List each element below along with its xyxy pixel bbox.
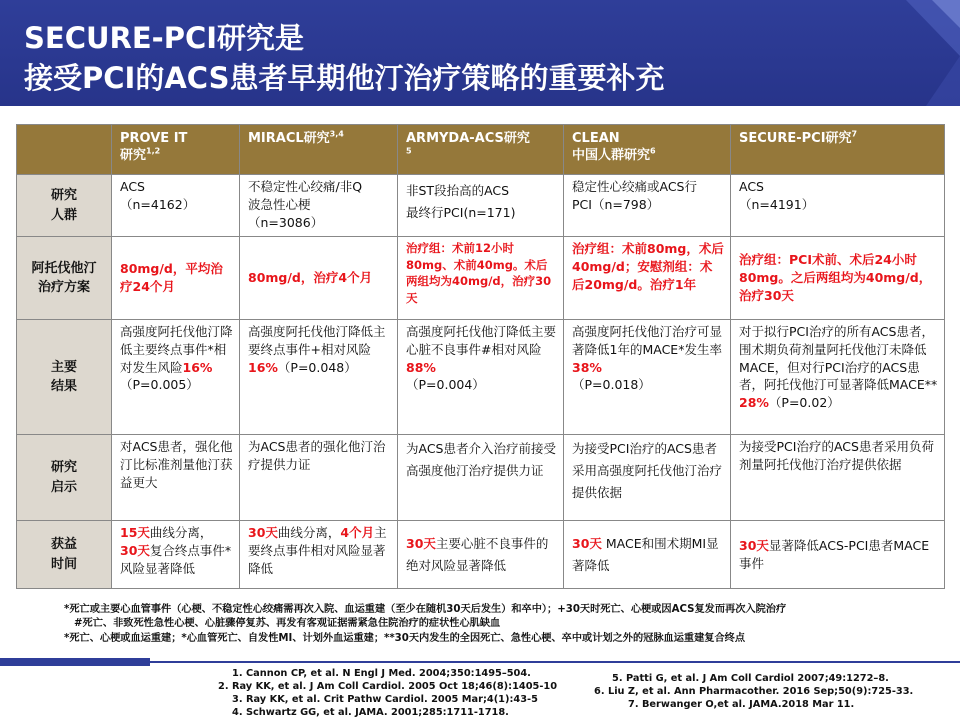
reference-1: 1. Cannon CP, et al. N Engl J Med. 2004;350:1495–504. [232, 668, 531, 679]
row-header-regimen: 阿托伐他汀 治疗方案 [17, 237, 112, 320]
cell-regimen-1: 80mg/d，治疗4个月 [240, 237, 398, 320]
column-header-prove-it: PROVE IT 研究$^{1,2}$ [112, 125, 240, 175]
cell-regimen-0: 80mg/d，平均治疗24个月 [112, 237, 240, 320]
header-corner [17, 125, 112, 175]
reference-2: 2. Ray KK, et al. J Am Coll Cardiol. 2005 Oct 18;46(8):1405-10 [218, 681, 558, 692]
column-header-miracl: MIRACL研究$^{3,4}$ [240, 125, 398, 175]
table-row-population [17, 175, 945, 237]
corner-decoration-icon [886, 0, 960, 106]
row-header-implications: 研究 启示 [17, 435, 112, 521]
cell-population-3: 稳定性心绞痛或ACS行 PCI（n=798） [564, 175, 731, 237]
table-row-benefit [17, 521, 945, 589]
column-header-secure-pci: SECURE-PCI研究$^7$ [731, 125, 945, 175]
divider-bar-thick [0, 658, 150, 666]
cell-implications-0: 对ACS患者，强化他汀比标准剂量他汀获益更大 [112, 435, 240, 521]
column-header-clean: CLEAN 中国人群研究$^6$ [564, 125, 731, 175]
table-row-regimen [17, 237, 945, 320]
cell-results-1: 高强度阿托伐他汀降低主要终点事件+相对风险 16%（P=0.048） [240, 320, 398, 435]
reference-5: 5. Patti G, et al. J Am Coll Cardiol 2007;49:1272–8. [612, 673, 889, 684]
cell-population-4: ACS （n=4191） [731, 175, 945, 237]
cell-results-3: 高强度阿托伐他汀治疗可显著降低1年的MACE*发生率38% （P=0.018） [564, 320, 731, 435]
row-header-population: 研究 人群 [17, 175, 112, 237]
table-row-results [17, 320, 945, 435]
footnote-2: #死亡、非致死性急性心梗、心脏骤停复苏、再发有客观证据需紧急住院治疗的症状性心肌缺血 [74, 618, 501, 630]
divider-bar [0, 658, 960, 666]
cell-results-4: 对于拟行PCI治疗的所有ACS患者，围术期负荷剂量阿托伐他汀未降低MACE，但对行PCI治疗的ACS患者，阿托伐他汀可显著降低MACE** 28%（P=0.02） [731, 320, 945, 435]
table-header-row [17, 125, 945, 175]
reference-3: 3. Ray KK, et al. Crit Pathw Cardiol. 2005 Mar;4(1):43-5 [232, 694, 538, 705]
cell-population-0: ACS （n=4162） [112, 175, 240, 237]
cell-results-0: 高强度阿托伐他汀降低主要终点事件*相对发生风险16% （P=0.005） [112, 320, 240, 435]
cell-implications-1: 为ACS患者的强化他汀治疗提供力证 [240, 435, 398, 521]
column-header-armyda: ARMYDA-ACS研究 $^5$ [398, 125, 564, 175]
cell-regimen-2: 治疗组：术前12小时80mg、术前40mg。术后两组均为40mg/d，治疗30天 [398, 237, 564, 320]
cell-implications-4: 为接受PCI治疗的ACS患者采用负荷剂量阿托伐他汀治疗提供依据 [731, 435, 945, 521]
row-header-benefit: 获益 时间 [17, 521, 112, 589]
cell-benefit-1: 30天曲线分离，4个月主要终点事件相对风险显著降低 [240, 521, 398, 589]
cell-benefit-4: 30天显著降低ACS-PCI患者MACE事件 [731, 521, 945, 589]
divider-bar-thin [150, 661, 960, 663]
cell-implications-3: 为接受PCI治疗的ACS患者采用高强度阿托伐他汀治疗提供依据 [564, 435, 731, 521]
cell-results-2: 高强度阿托伐他汀降低主要心脏不良事件#相对风险88% （P=0.004） [398, 320, 564, 435]
page-title-line-2: 接受PCI的ACS患者早期他汀治疗策略的重要补充 [24, 61, 665, 95]
cell-benefit-3: 30天 MACE和围术期MI显著降低 [564, 521, 731, 589]
footnote-1: *死亡或主要心血管事件（心梗、不稳定性心绞痛需再次入院、血运重建（至少在随机30天后发生）和卒中）；+30天时死亡、心梗或因ACS复发而再次入院治疗 [64, 604, 787, 615]
comparison-table [16, 124, 945, 589]
footnote-3: *死亡、心梗或血运重建；*心血管死亡、自发性MI、计划外血运重建；**30天内发生的全因死亡、急性心梗、卒中或计划之外的冠脉血运重建复合终点 [64, 632, 746, 644]
reference-6: 6. Liu Z, et al. Ann Pharmacother. 2016 Sep;50(9):725-33. [594, 686, 914, 697]
cell-implications-2: 为ACS患者介入治疗前接受高强度他汀治疗提供力证 [398, 435, 564, 521]
title-banner [0, 0, 960, 106]
cell-benefit-0: 15天曲线分离， 30天复合终点事件*风险显著降低 [112, 521, 240, 589]
cell-population-1: 不稳定性心绞痛/非Q 波急性心梗 （n=3086） [240, 175, 398, 237]
reference-4: 4. Schwartz GG, et al. JAMA. 2001;285:1711-1718. [232, 707, 509, 718]
page-title-line-1: SECURE-PCI研究是 [24, 21, 305, 55]
cell-benefit-2: 30天主要心脏不良事件的绝对风险显著降低 [398, 521, 564, 589]
cell-regimen-4: 治疗组：PCI术前、术后24小时80mg。之后两组均为40mg/d，治疗30天 [731, 237, 945, 320]
reference-7: 7. Berwanger O,et al. JAMA.2018 Mar 11. [628, 699, 855, 710]
cell-regimen-3: 治疗组：术前80mg，术后40mg/d；安慰剂组：术后20mg/d。治疗1年 [564, 237, 731, 320]
cell-population-2: 非ST段抬高的ACS 最终行PCI(n=171) [398, 175, 564, 237]
footnotes [64, 603, 944, 646]
row-header-results: 主要 结果 [17, 320, 112, 435]
table-row-implications [17, 435, 945, 521]
